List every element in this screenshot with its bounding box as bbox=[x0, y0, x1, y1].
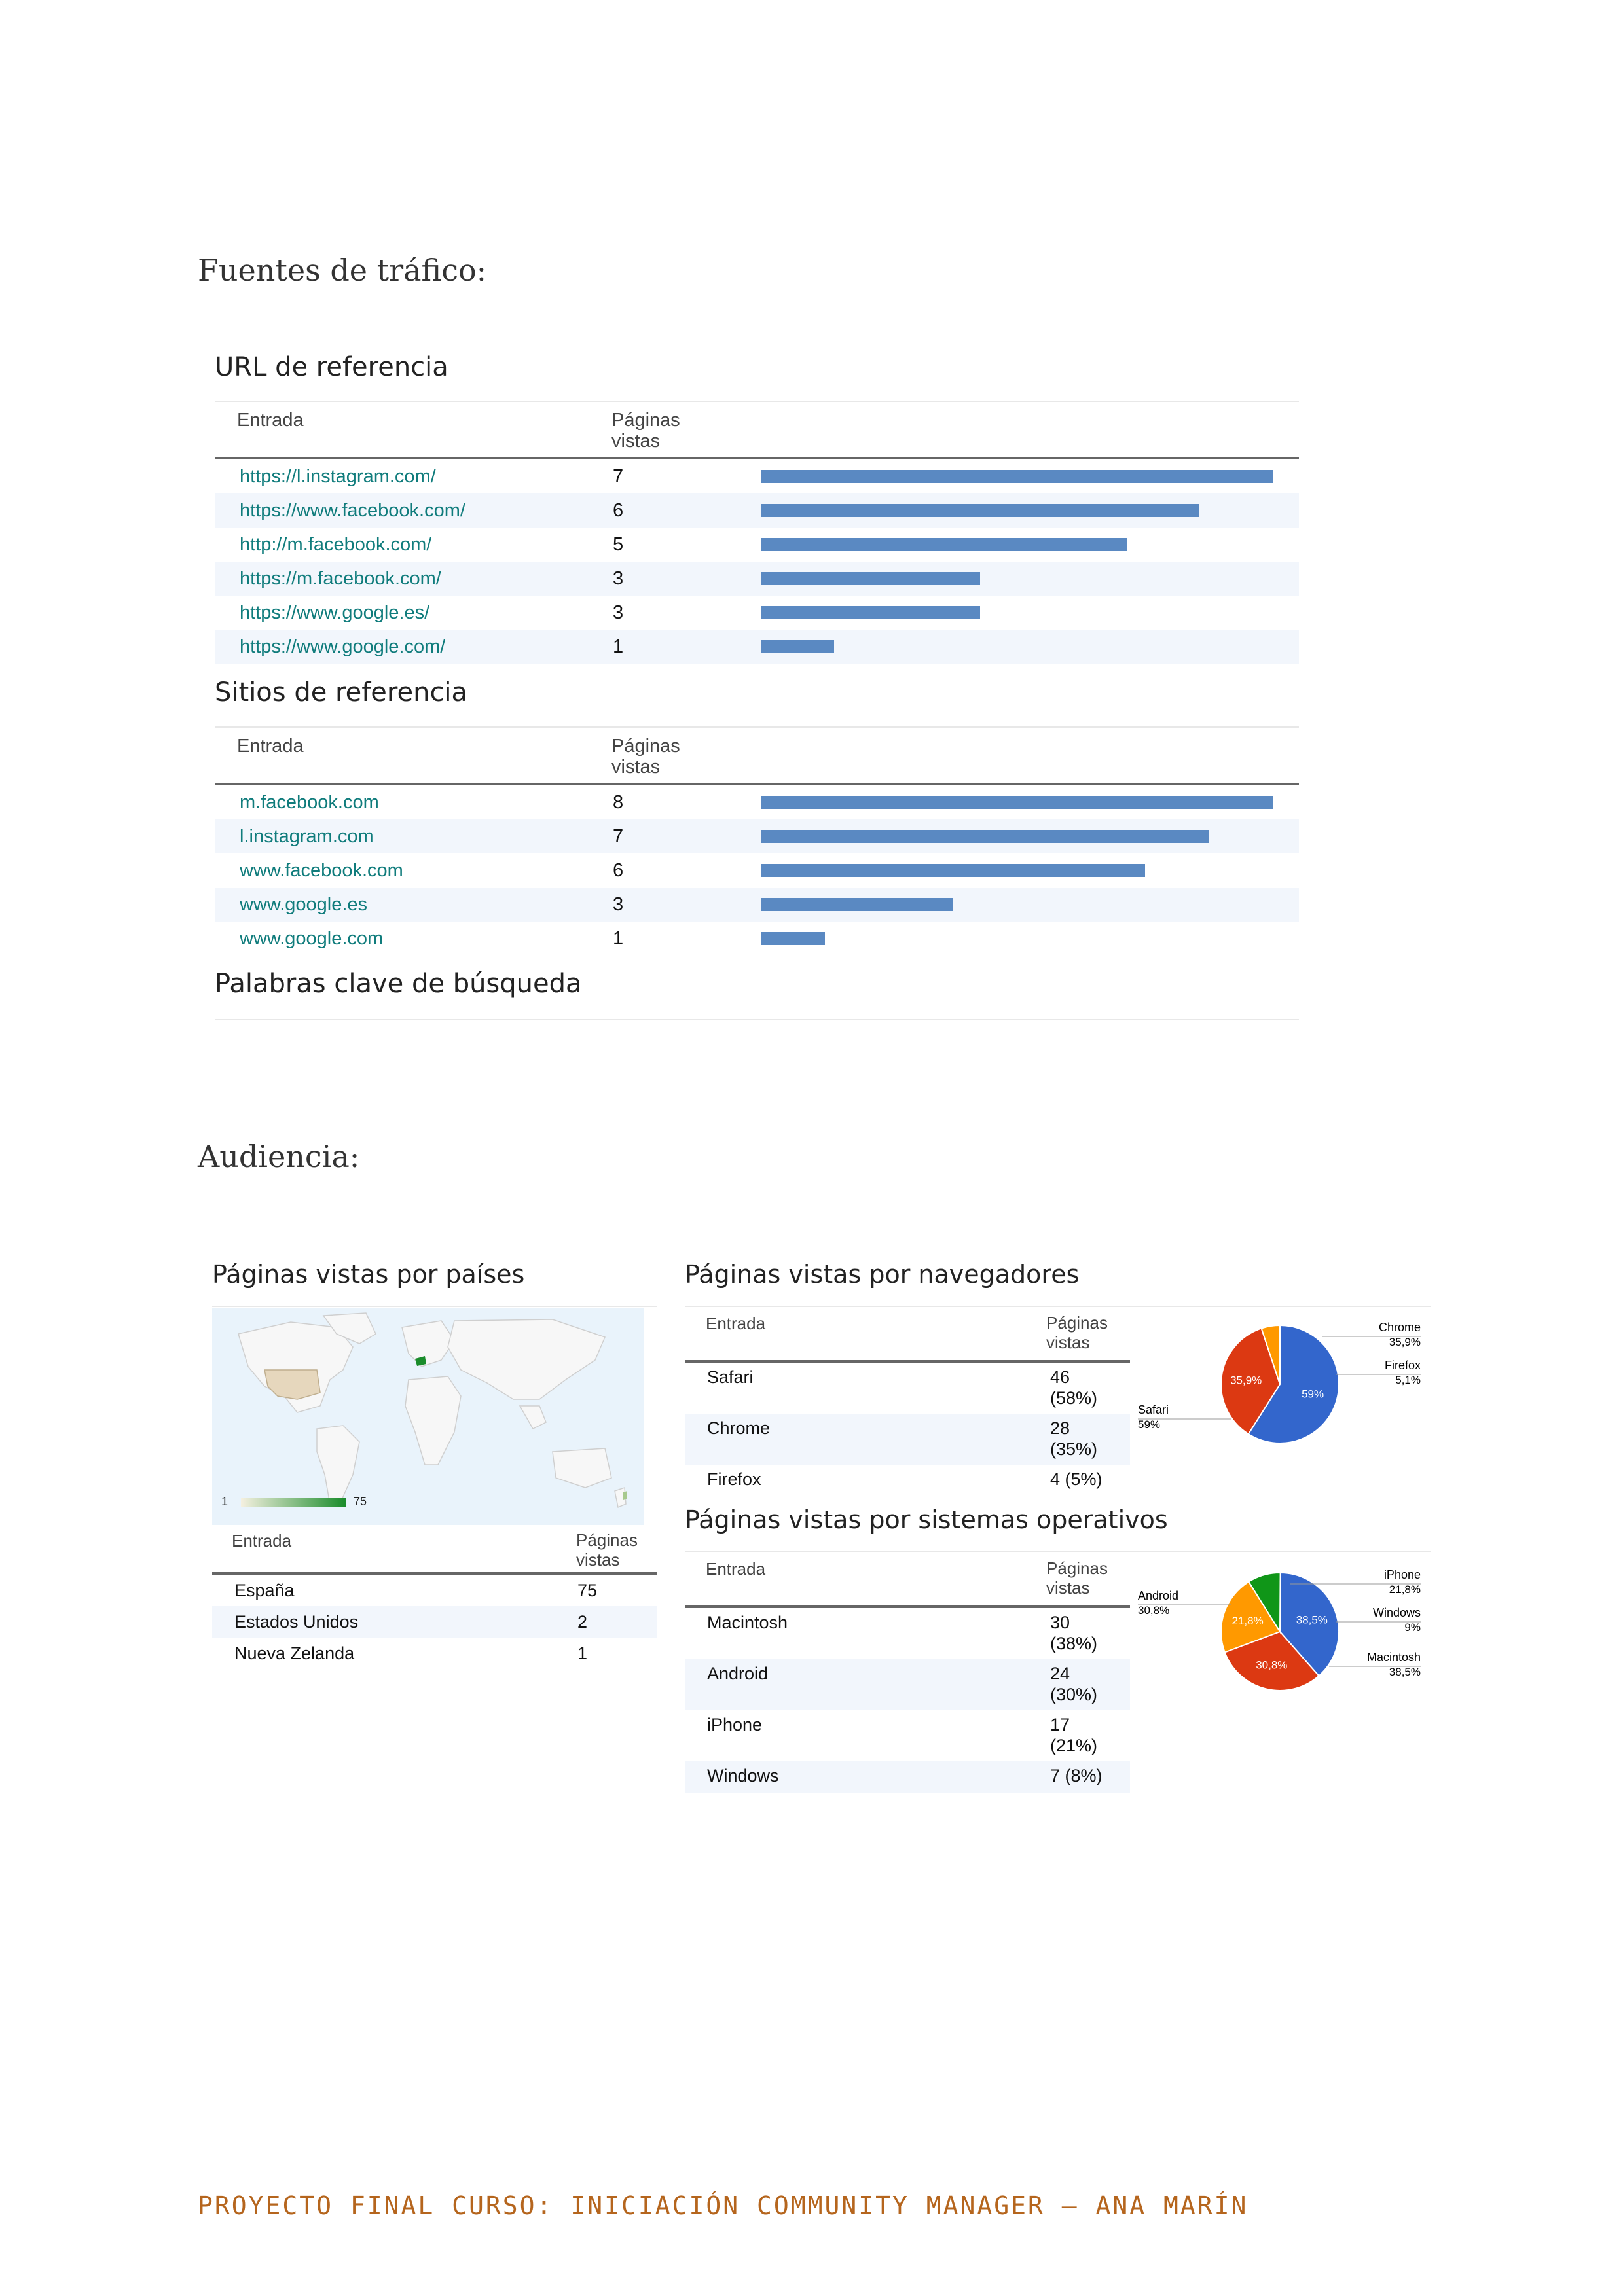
col-views[interactable]: Páginas vistas bbox=[1046, 1313, 1108, 1352]
views-bar bbox=[761, 470, 1273, 483]
table-row bbox=[212, 1606, 657, 1638]
table-row bbox=[685, 1659, 1130, 1710]
browsers-rows bbox=[685, 1363, 1130, 1496]
legend-percent: 9% bbox=[1404, 1621, 1421, 1634]
countries-rows bbox=[212, 1575, 657, 1669]
usa-region bbox=[264, 1370, 320, 1399]
slice-label: 35,9% bbox=[1230, 1374, 1262, 1387]
url-ref-title: URL de referencia bbox=[215, 352, 448, 382]
views-value: 7 bbox=[613, 466, 624, 487]
keywords-divider bbox=[215, 1019, 1299, 1020]
col-views[interactable]: Páginas vistas bbox=[1046, 1558, 1108, 1598]
views-value: 8 bbox=[613, 792, 624, 813]
views-value: 3 bbox=[613, 894, 624, 915]
site-ref-table bbox=[215, 726, 1299, 956]
countries-title: Páginas vistas por países bbox=[212, 1260, 525, 1289]
col-views[interactable]: Páginas vistas bbox=[611, 410, 680, 452]
country-views: 1 bbox=[577, 1643, 588, 1663]
country-name[interactable]: Estados Unidos bbox=[234, 1612, 359, 1632]
legend-percent: 30,8% bbox=[1138, 1604, 1170, 1617]
browsers-pie-chart[interactable] bbox=[1133, 1309, 1427, 1460]
views-percent: (21%) bbox=[1050, 1736, 1098, 1755]
country-views: 2 bbox=[577, 1612, 588, 1632]
keywords-title: Palabras clave de búsqueda bbox=[215, 969, 582, 999]
col-entry[interactable]: Entrada bbox=[237, 410, 304, 431]
views-value: 5 bbox=[613, 534, 624, 555]
legend-percent: 35,9% bbox=[1389, 1336, 1421, 1348]
views-value: 3 bbox=[613, 602, 624, 623]
table-row bbox=[215, 888, 1299, 922]
os-title: Páginas vistas por sistemas operativos bbox=[685, 1505, 1168, 1534]
views-bar bbox=[761, 504, 1199, 517]
slice-label: 38,5% bbox=[1296, 1613, 1328, 1626]
table-row bbox=[685, 1761, 1130, 1793]
os-pie-chart[interactable] bbox=[1133, 1556, 1427, 1707]
views-percent: (30%) bbox=[1050, 1685, 1098, 1704]
views-bar bbox=[761, 932, 825, 945]
world-map-svg bbox=[212, 1308, 644, 1525]
entry-name[interactable]: iPhone bbox=[707, 1715, 763, 1734]
entry-link[interactable]: m.facebook.com bbox=[240, 792, 379, 813]
table-row bbox=[212, 1575, 657, 1606]
views-bar bbox=[761, 538, 1127, 551]
views-value: 1 bbox=[613, 636, 624, 657]
legend-name: Android bbox=[1138, 1589, 1179, 1602]
views-bar bbox=[761, 796, 1273, 809]
country-name[interactable]: Nueva Zelanda bbox=[234, 1643, 355, 1663]
views-percent: (35%) bbox=[1050, 1439, 1098, 1459]
col-entry[interactable]: Entrada bbox=[237, 736, 304, 757]
url-ref-header bbox=[215, 401, 1299, 459]
views-value: 6 bbox=[613, 860, 624, 881]
entry-link[interactable]: https://m.facebook.com/ bbox=[240, 568, 441, 589]
slice-label: 59% bbox=[1302, 1388, 1324, 1401]
url-ref-rows bbox=[215, 459, 1299, 664]
views-value: 1 bbox=[613, 928, 624, 949]
country-name[interactable]: España bbox=[234, 1581, 295, 1600]
os-rows bbox=[685, 1608, 1130, 1793]
entry-link[interactable]: https://www.facebook.com/ bbox=[240, 500, 465, 521]
site-ref-header bbox=[215, 726, 1299, 785]
browsers-title: Páginas vistas por navegadores bbox=[685, 1260, 1080, 1289]
entry-link[interactable]: www.facebook.com bbox=[240, 860, 403, 881]
views-count: 17 bbox=[1050, 1715, 1070, 1734]
table-row bbox=[215, 853, 1299, 888]
table-row bbox=[215, 922, 1299, 956]
legend-percent: 38,5% bbox=[1389, 1666, 1421, 1678]
countries-header bbox=[212, 1525, 657, 1575]
views-count: 4 (5%) bbox=[1050, 1469, 1103, 1489]
os-table bbox=[685, 1553, 1130, 1793]
entry-link[interactable]: https://www.google.com/ bbox=[240, 636, 446, 657]
table-row bbox=[215, 493, 1299, 528]
table-row bbox=[215, 596, 1299, 630]
table-row bbox=[685, 1710, 1130, 1761]
entry-name[interactable]: Android bbox=[707, 1664, 769, 1683]
entry-name[interactable]: Firefox bbox=[707, 1469, 761, 1489]
legend-name: Chrome bbox=[1378, 1321, 1421, 1334]
os-header bbox=[685, 1553, 1130, 1608]
entry-link[interactable]: https://www.google.es/ bbox=[240, 602, 430, 623]
entry-name[interactable]: Chrome bbox=[707, 1418, 771, 1438]
legend-name: Macintosh bbox=[1366, 1651, 1421, 1664]
legend-gradient bbox=[241, 1498, 346, 1507]
views-percent: (58%) bbox=[1050, 1388, 1098, 1408]
views-bar bbox=[761, 864, 1145, 877]
views-bar bbox=[761, 606, 980, 619]
views-bar bbox=[761, 572, 980, 585]
views-count: 28 bbox=[1050, 1418, 1070, 1438]
col-views[interactable]: Páginas vistas bbox=[611, 736, 680, 778]
audience-heading: Audiencia: bbox=[198, 1139, 360, 1174]
table-row bbox=[685, 1414, 1130, 1465]
views-percent: (38%) bbox=[1050, 1634, 1098, 1653]
legend-name: Windows bbox=[1372, 1606, 1421, 1619]
col-entry[interactable]: Entrada bbox=[706, 1314, 766, 1333]
entry-link[interactable]: https://l.instagram.com/ bbox=[240, 466, 436, 487]
slice-label: 30,8% bbox=[1256, 1659, 1288, 1672]
legend-name: Firefox bbox=[1384, 1359, 1421, 1372]
world-map[interactable] bbox=[212, 1308, 644, 1525]
entry-link[interactable]: http://m.facebook.com/ bbox=[240, 534, 432, 555]
views-bar bbox=[761, 830, 1209, 843]
site-ref-rows bbox=[215, 785, 1299, 956]
legend-percent: 59% bbox=[1138, 1418, 1161, 1431]
entry-name[interactable]: Macintosh bbox=[707, 1613, 788, 1632]
entry-link[interactable]: www.google.com bbox=[240, 928, 384, 949]
footer-text: PROYECTO FINAL CURSO: INICIACIÓN COMMUNITY MANAGER – ANA MARÍN bbox=[198, 2191, 1249, 2220]
browsers-table bbox=[685, 1308, 1130, 1496]
table-row bbox=[215, 528, 1299, 562]
views-count: 46 bbox=[1050, 1367, 1070, 1387]
legend-max: 75 bbox=[354, 1495, 367, 1508]
views-count: 30 bbox=[1050, 1613, 1070, 1632]
views-value: 3 bbox=[613, 568, 624, 589]
traffic-heading: Fuentes de tráfico: bbox=[198, 253, 487, 288]
table-row bbox=[215, 562, 1299, 596]
table-row bbox=[685, 1465, 1130, 1496]
entry-link[interactable]: www.google.es bbox=[240, 894, 368, 915]
entry-link[interactable]: l.instagram.com bbox=[240, 826, 374, 847]
table-row bbox=[212, 1638, 657, 1669]
table-row bbox=[215, 785, 1299, 819]
views-bar bbox=[761, 898, 953, 911]
legend-name: iPhone bbox=[1383, 1568, 1421, 1581]
col-views[interactable]: Páginas vistas bbox=[576, 1530, 638, 1570]
legend-name: Safari bbox=[1138, 1403, 1169, 1416]
col-entry[interactable]: Entrada bbox=[232, 1531, 292, 1551]
legend-percent: 21,8% bbox=[1389, 1583, 1421, 1596]
countries-table bbox=[212, 1525, 657, 1669]
browsers-header bbox=[685, 1308, 1130, 1363]
slice-label: 21,8% bbox=[1231, 1615, 1264, 1628]
nz-region bbox=[623, 1491, 627, 1500]
legend-min: 1 bbox=[221, 1495, 228, 1508]
site-ref-title: Sitios de referencia bbox=[215, 677, 468, 708]
views-value: 7 bbox=[613, 826, 624, 847]
table-row bbox=[685, 1608, 1130, 1659]
entry-name[interactable]: Windows bbox=[707, 1766, 779, 1785]
countries-divider bbox=[212, 1306, 657, 1307]
country-views: 75 bbox=[577, 1581, 598, 1600]
entry-name[interactable]: Safari bbox=[707, 1367, 754, 1387]
table-row bbox=[215, 459, 1299, 493]
views-count: 7 (8%) bbox=[1050, 1766, 1103, 1785]
col-entry[interactable]: Entrada bbox=[706, 1559, 766, 1579]
browsers-divider bbox=[685, 1306, 1431, 1307]
url-ref-table bbox=[215, 401, 1299, 664]
legend-percent: 5,1% bbox=[1395, 1374, 1421, 1386]
views-bar bbox=[761, 640, 834, 653]
table-row bbox=[685, 1363, 1130, 1414]
table-row bbox=[215, 630, 1299, 664]
views-count: 24 bbox=[1050, 1664, 1070, 1683]
table-row bbox=[215, 819, 1299, 853]
os-divider bbox=[685, 1551, 1431, 1552]
views-value: 6 bbox=[613, 500, 624, 521]
